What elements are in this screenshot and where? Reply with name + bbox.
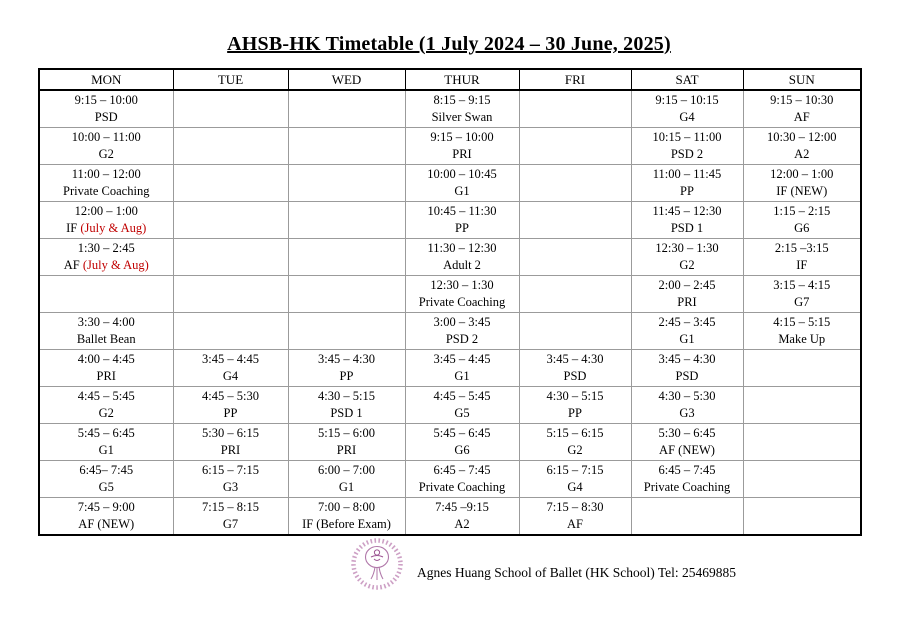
timetable-cell — [288, 387, 405, 424]
timetable-cell — [173, 90, 288, 128]
cell-time: 7:00 – 8:00 — [318, 500, 375, 514]
timetable-cell — [631, 387, 743, 424]
timetable-cell — [743, 498, 861, 536]
timetable-header-row — [39, 69, 861, 90]
cell-time: 12:30 – 1:30 — [655, 241, 719, 255]
table-row — [39, 276, 861, 313]
school-logo — [350, 536, 404, 592]
timetable-cell — [743, 128, 861, 165]
timetable-cell — [173, 128, 288, 165]
timetable-cell — [519, 387, 631, 424]
cell-time: 3:45 – 4:45 — [433, 352, 491, 366]
cell-time: 11:45 – 12:30 — [652, 204, 722, 218]
cell-time: 6:00 – 7:00 — [318, 463, 375, 477]
cell-class: G1 — [338, 480, 355, 494]
timetable-cell — [743, 424, 861, 461]
cell-class: G1 — [679, 332, 695, 346]
timetable-cell — [519, 128, 631, 165]
timetable-cell — [288, 276, 405, 313]
cell-time: 4:45 – 5:45 — [433, 389, 491, 403]
timetable-cell — [405, 239, 519, 276]
page-title: AHSB-HK Timetable (1 July 2024 – 30 June, 2025) — [227, 33, 671, 55]
timetable-cell — [173, 424, 288, 461]
cell-class: AF — [793, 110, 810, 124]
cell-class: G7 — [794, 295, 810, 309]
cell-class: A2 — [454, 517, 470, 531]
column-header-thur: THUR — [405, 69, 519, 90]
column-header-sat: SAT — [631, 69, 743, 90]
cell-class: PRI — [220, 443, 241, 457]
cell-time: 4:15 – 5:15 — [773, 315, 831, 329]
timetable-cell — [519, 276, 631, 313]
timetable-cell — [39, 165, 173, 202]
timetable-cell — [405, 350, 519, 387]
timetable-cell — [519, 202, 631, 239]
timetable-cell — [173, 276, 288, 313]
cell-time: 4:45 – 5:45 — [77, 389, 135, 403]
cell-class: PRI — [677, 295, 697, 309]
timetable-cell — [519, 424, 631, 461]
timetable-cell — [288, 128, 405, 165]
timetable-cell — [288, 202, 405, 239]
cell-class: G1 — [454, 369, 470, 383]
cell-class: AF (July & Aug) — [63, 258, 149, 272]
timetable-cell — [631, 498, 743, 536]
cell-class: PP — [680, 184, 694, 198]
table-row — [39, 202, 861, 239]
timetable-cell — [631, 239, 743, 276]
table-row — [39, 90, 861, 128]
timetable-cell — [743, 239, 861, 276]
cell-time: 11:00 – 12:00 — [71, 167, 141, 181]
cell-time: 12:00 – 1:00 — [74, 204, 138, 218]
cell-time: 7:15 – 8:30 — [546, 500, 604, 514]
cell-class: Private Coaching — [418, 480, 506, 494]
cell-time: 10:00 – 10:45 — [427, 167, 497, 181]
cell-time: 10:30 – 12:00 — [767, 130, 837, 144]
footer-text: Agnes Huang School of Ballet (HK School) Tel: 25469885 — [417, 565, 737, 580]
cell-time: 11:30 – 12:30 — [427, 241, 497, 255]
cell-class: G2 — [679, 258, 695, 272]
cell-time: 6:15 – 7:15 — [546, 463, 604, 477]
timetable-cell — [631, 461, 743, 498]
cell-class: PSD 2 — [445, 332, 479, 346]
timetable-cell — [405, 313, 519, 350]
timetable-cell — [288, 313, 405, 350]
timetable-cell — [173, 498, 288, 536]
timetable-cell — [39, 350, 173, 387]
cell-class: G4 — [222, 369, 239, 383]
cell-time: 7:45 –9:15 — [435, 500, 489, 514]
timetable-cell — [173, 202, 288, 239]
timetable-cell — [39, 498, 173, 536]
timetable-cell — [288, 165, 405, 202]
cell-class: AF (NEW) — [659, 443, 715, 457]
column-header-wed: WED — [288, 69, 405, 90]
cell-class: IF (July & Aug) — [66, 221, 147, 235]
cell-note: (July & Aug) — [77, 221, 147, 235]
cell-time: 6:45 – 7:45 — [433, 463, 491, 477]
cell-class: PP — [339, 369, 354, 383]
timetable-cell — [743, 350, 861, 387]
cell-class: G1 — [454, 184, 470, 198]
timetable-cell — [405, 498, 519, 536]
timetable-cell — [405, 202, 519, 239]
timetable-cell — [39, 313, 173, 350]
table-row — [39, 165, 861, 202]
timetable-cell — [39, 461, 173, 498]
cell-class: Make Up — [778, 332, 826, 346]
cell-time: 7:45 – 9:00 — [77, 500, 135, 514]
column-header-fri: FRI — [519, 69, 631, 90]
cell-time: 3:45 – 4:30 — [658, 352, 716, 366]
timetable-cell — [519, 165, 631, 202]
timetable-cell — [173, 350, 288, 387]
cell-time: 10:45 – 11:30 — [427, 204, 497, 218]
cell-class: IF — [796, 258, 808, 272]
cell-time: 1:15 – 2:15 — [773, 204, 831, 218]
cell-class: PSD 1 — [670, 221, 704, 235]
timetable-cell — [405, 276, 519, 313]
table-row — [39, 313, 861, 350]
cell-time: 4:30 – 5:30 — [658, 389, 716, 403]
timetable-cell — [519, 90, 631, 128]
cell-class: G6 — [794, 221, 810, 235]
timetable-cell — [173, 165, 288, 202]
cell-class: G5 — [98, 480, 114, 494]
timetable-cell — [631, 202, 743, 239]
timetable-cell — [405, 90, 519, 128]
timetable — [38, 68, 862, 536]
cell-class: IF (Before Exam) — [302, 517, 391, 531]
timetable-cell — [631, 128, 743, 165]
cell-note: (July & Aug) — [79, 258, 149, 272]
timetable-cell — [519, 498, 631, 536]
cell-time: 2:00 – 2:45 — [658, 278, 716, 292]
timetable-cell — [288, 90, 405, 128]
cell-time: 4:30 – 5:15 — [546, 389, 604, 403]
cell-class: PSD 2 — [670, 147, 704, 161]
cell-time: 10:00 – 11:00 — [71, 130, 141, 144]
timetable-cell — [288, 461, 405, 498]
cell-time: 9:15 – 10:00 — [430, 130, 494, 144]
table-row — [39, 424, 861, 461]
timetable-cell — [39, 387, 173, 424]
timetable-cell — [405, 461, 519, 498]
cell-time: 5:45 – 6:45 — [77, 426, 135, 440]
cell-class: G3 — [222, 480, 239, 494]
cell-time: 3:30 – 4:00 — [77, 315, 135, 329]
cell-time: 9:15 – 10:15 — [655, 93, 719, 107]
cell-time: 12:00 – 1:00 — [770, 167, 834, 181]
timetable-cell — [288, 424, 405, 461]
cell-class: PRI — [96, 369, 116, 383]
cell-class: AF — [567, 517, 583, 531]
timetable-cell — [173, 387, 288, 424]
timetable-cell — [405, 424, 519, 461]
timetable-body — [39, 90, 861, 535]
cell-time: 3:45 – 4:30 — [546, 352, 604, 366]
cell-class: G4 — [567, 480, 583, 494]
cell-time: 5:15 – 6:15 — [546, 426, 604, 440]
cell-class: G4 — [679, 110, 695, 124]
cell-class: PP — [568, 406, 582, 420]
timetable-cell — [405, 387, 519, 424]
timetable-cell — [405, 128, 519, 165]
cell-class: PSD — [675, 369, 699, 383]
cell-class: G2 — [98, 406, 114, 420]
column-header-tue: TUE — [173, 69, 288, 90]
table-row — [39, 387, 861, 424]
timetable-cell — [39, 128, 173, 165]
timetable-cell — [519, 239, 631, 276]
cell-class: A2 — [794, 147, 810, 161]
timetable-cell — [743, 461, 861, 498]
timetable-cell — [39, 90, 173, 128]
cell-class: Ballet Bean — [76, 332, 136, 346]
timetable-cell — [39, 276, 173, 313]
timetable-cell — [288, 239, 405, 276]
cell-time: 3:15 – 4:15 — [773, 278, 831, 292]
cell-time: 7:15 – 8:15 — [202, 500, 259, 514]
cell-class: PRI — [452, 147, 472, 161]
column-header-mon: MON — [39, 69, 173, 90]
timetable-cell — [631, 90, 743, 128]
cell-class: Private Coaching — [63, 184, 150, 198]
cell-time: 9:15 – 10:00 — [74, 93, 138, 107]
timetable-cell — [631, 313, 743, 350]
timetable-cell — [743, 313, 861, 350]
timetable-cell — [519, 350, 631, 387]
timetable-cell — [173, 313, 288, 350]
cell-time: 5:30 – 6:45 — [658, 426, 716, 440]
cell-time: 11:00 – 11:45 — [652, 167, 722, 181]
timetable-cell — [743, 276, 861, 313]
timetable-cell — [405, 165, 519, 202]
cell-class: Adult 2 — [443, 258, 481, 272]
cell-time: 9:15 – 10:30 — [770, 93, 834, 107]
cell-time: 6:45 – 7:45 — [658, 463, 716, 477]
cell-time: 4:30 – 5:15 — [318, 389, 375, 403]
cell-time: 5:15 – 6:00 — [318, 426, 375, 440]
cell-time: 10:15 – 11:00 — [652, 130, 722, 144]
timetable-cell — [743, 165, 861, 202]
timetable-cell — [631, 276, 743, 313]
cell-class: Silver Swan — [431, 110, 493, 124]
timetable-cell — [39, 424, 173, 461]
column-header-sun: SUN — [743, 69, 861, 90]
cell-time: 4:45 – 5:30 — [202, 389, 259, 403]
cell-class: IF (NEW) — [776, 184, 828, 198]
cell-class: PSD — [94, 110, 118, 124]
cell-class: PSD — [563, 369, 587, 383]
cell-time: 1:30 – 2:45 — [77, 241, 135, 255]
cell-time: 2:45 – 3:45 — [658, 315, 716, 329]
table-row — [39, 350, 861, 387]
cell-class: G1 — [98, 443, 114, 457]
cell-time: 5:45 – 6:45 — [433, 426, 491, 440]
cell-class: G6 — [454, 443, 470, 457]
cell-time: 3:00 – 3:45 — [433, 315, 491, 329]
cell-class: G5 — [454, 406, 470, 420]
timetable-cell — [39, 202, 173, 239]
timetable-cell — [173, 461, 288, 498]
cell-time: 12:30 – 1:30 — [430, 278, 494, 292]
cell-time: 4:00 – 4:45 — [77, 352, 135, 366]
timetable-cell — [743, 90, 861, 128]
timetable-cell — [631, 350, 743, 387]
cell-class: PSD 1 — [330, 406, 363, 420]
table-row — [39, 498, 861, 536]
cell-time: 8:15 – 9:15 — [433, 93, 491, 107]
cell-class: G7 — [222, 517, 239, 531]
footer — [0, 533, 905, 603]
cell-class: PP — [223, 406, 238, 420]
timetable-cell — [631, 424, 743, 461]
cell-class: G3 — [679, 406, 695, 420]
cell-class: PRI — [336, 443, 357, 457]
timetable-cell — [519, 461, 631, 498]
timetable-cell — [519, 313, 631, 350]
table-row — [39, 239, 861, 276]
timetable-cell — [173, 239, 288, 276]
cell-time: 3:45 – 4:45 — [202, 352, 259, 366]
cell-class: AF (NEW) — [78, 517, 135, 531]
cell-time: 3:45 – 4:30 — [318, 352, 375, 366]
timetable-cell — [288, 498, 405, 536]
cell-class: Private Coaching — [643, 480, 731, 494]
timetable-cell — [743, 202, 861, 239]
cell-class: PP — [455, 221, 469, 235]
table-row — [39, 461, 861, 498]
cell-time: 2:15 –3:15 — [774, 241, 829, 255]
cell-class: Private Coaching — [418, 295, 506, 309]
timetable-cell — [39, 239, 173, 276]
timetable-cell — [288, 350, 405, 387]
timetable-cell — [743, 387, 861, 424]
cell-class: G2 — [98, 147, 114, 161]
cell-time: 6:45– 7:45 — [79, 463, 134, 477]
table-row — [39, 128, 861, 165]
cell-time: 6:15 – 7:15 — [202, 463, 259, 477]
timetable-cell — [631, 165, 743, 202]
cell-class: G2 — [567, 443, 583, 457]
cell-time: 5:30 – 6:15 — [202, 426, 259, 440]
